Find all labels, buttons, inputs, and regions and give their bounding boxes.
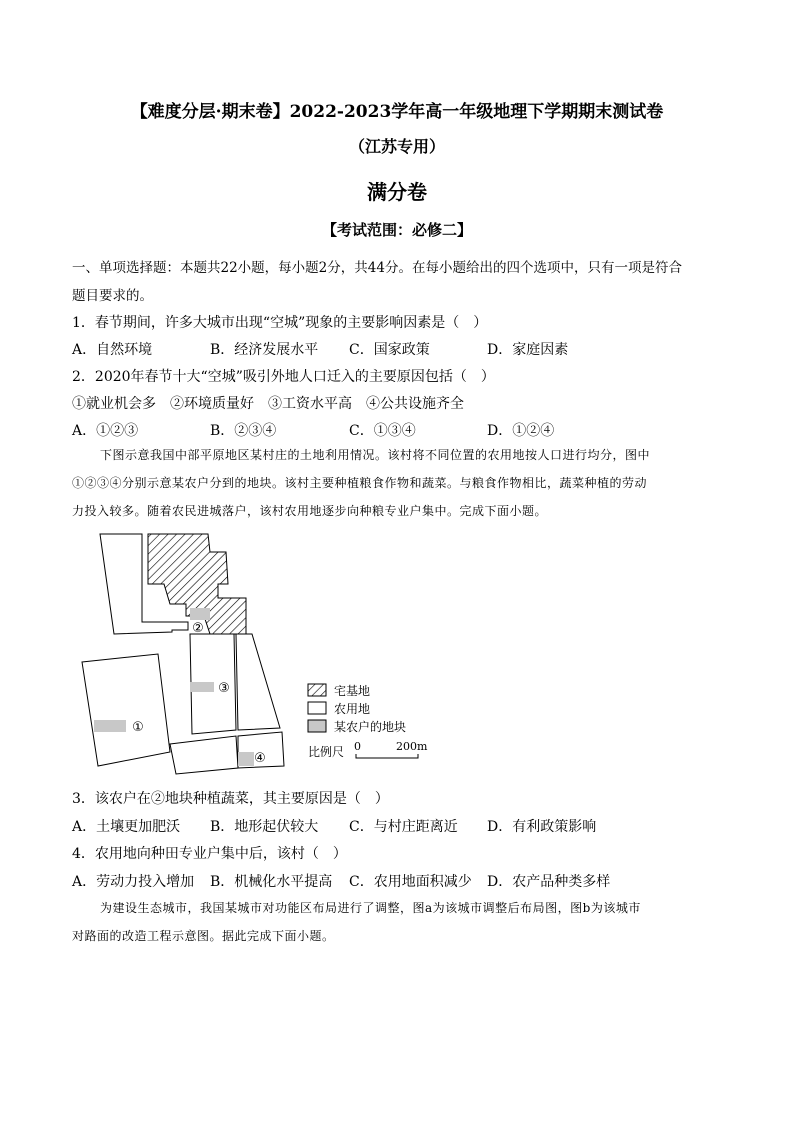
question-4-option-a[interactable]: A．劳动力投入增加 [72, 874, 195, 890]
plot-label-2: ② [192, 621, 204, 636]
question-2-option-d[interactable]: D．①②④ [487, 423, 555, 439]
farmer-plot-3 [190, 682, 214, 692]
legend-plot-label: 某农户的地块 [334, 720, 407, 734]
legend-homestead-swatch [308, 684, 326, 696]
material-1-line2: ①②③④分别示意某农户分到的地块。该村主要种植粮食作物和蔬菜。与粮食作物相比，蔬菜种植的劳动 [72, 476, 648, 490]
question-4-option-d[interactable]: D．农产品种类多样 [487, 874, 611, 890]
question-1-option-a[interactable]: A．自然环境 [72, 342, 153, 358]
material-2-line1: 为建设生态城市，我国某城市对功能区布局进行了调整，图a为该城市调整后布局图，图b为该城市 [100, 901, 641, 915]
question-3-option-c[interactable]: C．与村庄距离近 [349, 819, 458, 835]
question-1-stem: 1．春节期间，许多大城市出现“空城”现象的主要影响因素是（ ） [72, 315, 488, 331]
material-1-line1: 下图示意我国中部平原地区某村庄的土地利用情况。该村将不同位置的农用地按人口进行均分，图中 [100, 448, 651, 462]
farmland-parcel-sw [82, 654, 170, 766]
material-1-line3: 力投入较多。随着农民进城落户，该村农用地逐步向种粮专业户集中。完成下面小题。 [72, 504, 548, 518]
plot-label-3: ③ [218, 681, 230, 696]
land-use-map [70, 530, 470, 780]
question-2-items: ①就业机会多 ②环境质量好 ③工资水平高 ④公共设施齐全 [72, 396, 464, 412]
farmer-plot-4 [238, 752, 254, 766]
farmer-plot-1 [94, 720, 126, 732]
legend-plot-swatch [308, 720, 326, 732]
scale-zero: 0 [354, 740, 361, 753]
question-3-stem: 3．该农户在②地块种植蔬菜，其主要原因是（ ） [72, 791, 389, 807]
question-4-option-b[interactable]: B．机械化水平提高 [210, 874, 333, 890]
question-2-option-a[interactable]: A．①②③ [72, 423, 139, 439]
scale-bar [356, 754, 418, 758]
plot-label-1: ① [132, 720, 144, 735]
scale-end: 200m [396, 740, 428, 753]
section-instruction-line2: 题目要求的。 [72, 288, 153, 304]
farmland-parcel-east [236, 634, 280, 730]
question-1-option-b[interactable]: B．经济发展水平 [210, 342, 319, 358]
legend-homestead-label: 宅基地 [334, 684, 371, 698]
plot-label-4: ④ [254, 751, 266, 766]
question-4-stem: 4．农用地向种田专业户集中后，该村（ ） [72, 846, 347, 862]
paper-subtitle: （江苏专用） [348, 137, 445, 156]
paper-type: 满分卷 [367, 180, 427, 204]
question-1-option-c[interactable]: C．国家政策 [349, 342, 430, 358]
question-1-option-d[interactable]: D．家庭因素 [487, 342, 569, 358]
legend-farmland-label: 农用地 [334, 702, 371, 716]
farmland-parcel-south [170, 736, 238, 774]
section-instruction-line1: 一、单项选择题：本题共22小题，每小题2分，共44分。在每小题给出的四个选项中，只有一项是符合 [72, 260, 682, 276]
question-3-option-b[interactable]: B．地形起伏较大 [210, 819, 319, 835]
question-3-option-d[interactable]: D．有利政策影响 [487, 819, 597, 835]
question-3-option-a[interactable]: A．土壤更加肥沃 [72, 819, 181, 835]
question-4-option-c[interactable]: C．农用地面积减少 [349, 874, 472, 890]
paper-title: 【难度分层·期末卷】2022-2023学年高一年级地理下学期期末测试卷 [130, 102, 664, 122]
material-2-line2: 对路面的改造工程示意图。据此完成下面小题。 [72, 929, 335, 943]
scale-label: 比例尺 [308, 745, 345, 759]
legend-farmland-swatch [308, 702, 326, 714]
farmer-plot-2 [190, 608, 210, 620]
question-2-stem: 2．2020年春节十大“空城”吸引外地人口迁入的主要原因包括（ ） [72, 369, 495, 385]
exam-scope: 【考试范围：必修二】 [321, 221, 472, 239]
question-2-option-c[interactable]: C．①③④ [349, 423, 416, 439]
question-2-option-b[interactable]: B．②③④ [210, 423, 277, 439]
